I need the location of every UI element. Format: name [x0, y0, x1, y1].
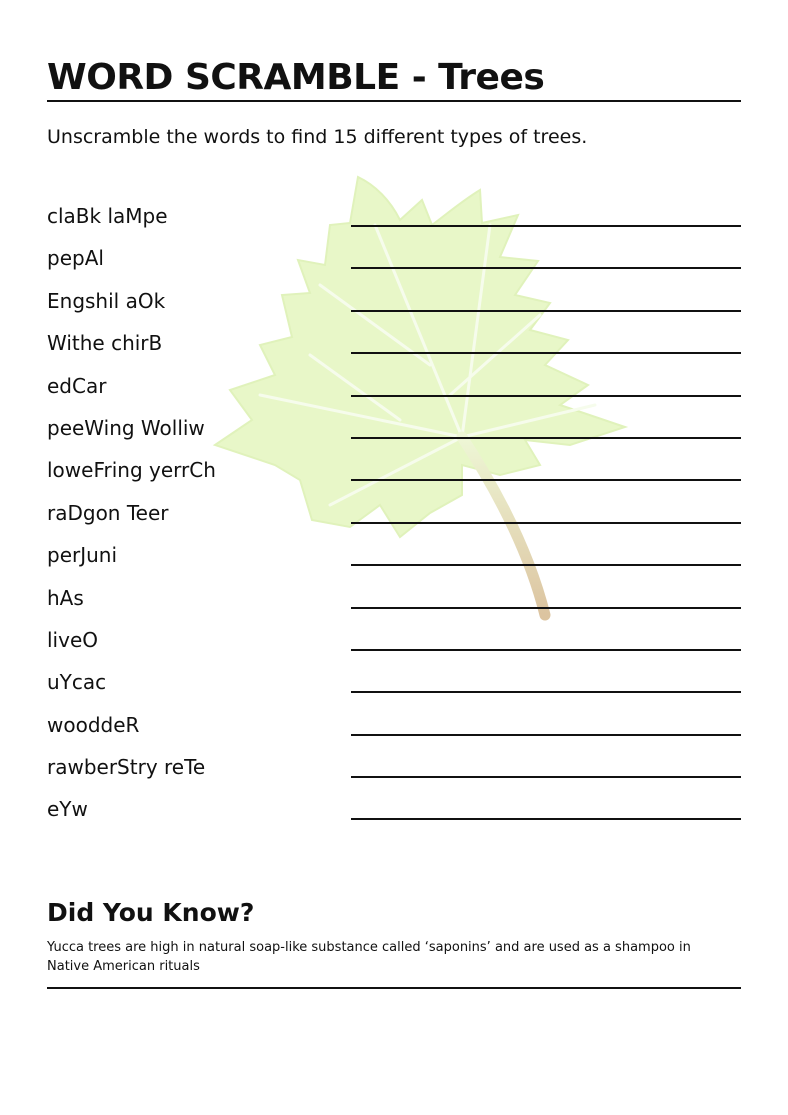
answer-input-14[interactable]	[351, 776, 741, 778]
answer-input-5[interactable]	[351, 395, 741, 397]
did-you-know-heading: Did You Know?	[47, 898, 255, 927]
answer-input-13[interactable]	[351, 734, 741, 736]
scrambled-word: rawberStry reTe	[47, 755, 206, 780]
scrambled-word: eYw	[47, 797, 88, 822]
word-row-6	[47, 412, 741, 454]
instructions-text: Unscramble the words to find 15 different types of trees.	[47, 126, 588, 148]
answer-input-6[interactable]	[351, 437, 741, 439]
answer-input-4[interactable]	[351, 352, 741, 354]
answer-input-11[interactable]	[351, 649, 741, 651]
scrambled-word: edCar	[47, 373, 107, 398]
word-row-10	[47, 582, 741, 624]
word-row-12	[47, 666, 741, 708]
word-row-8	[47, 497, 741, 539]
scrambled-word: peeWing Wolliw	[47, 415, 205, 440]
scrambled-word: perJuni	[47, 543, 118, 568]
word-row-9	[47, 539, 741, 581]
scrambled-word: hAs	[47, 585, 84, 610]
scrambled-word: pepAl	[47, 246, 104, 271]
word-row-5	[47, 370, 741, 412]
word-row-1	[47, 200, 741, 242]
answer-input-9[interactable]	[351, 564, 741, 566]
word-row-14	[47, 751, 741, 793]
scrambled-word: raDgon Teer	[47, 500, 169, 525]
answer-input-15[interactable]	[351, 818, 741, 820]
word-row-2	[47, 242, 741, 284]
answer-input-12[interactable]	[351, 691, 741, 693]
answer-input-7[interactable]	[351, 479, 741, 481]
scrambled-word: Withe chirB	[47, 331, 163, 356]
word-row-4	[47, 327, 741, 369]
word-row-13	[47, 709, 741, 751]
answer-input-3[interactable]	[351, 310, 741, 312]
page-title: WORD SCRAMBLE - Trees	[47, 57, 545, 98]
did-you-know-text: Yucca trees are high in natural soap-like substance called ‘saponins’ and are used as a shampoo in Native American rituals	[47, 940, 691, 974]
word-row-11	[47, 624, 741, 666]
scrambled-word-list	[47, 200, 741, 836]
scrambled-word: wooddeR	[47, 712, 140, 737]
did-you-know-divider	[47, 987, 741, 989]
word-row-3	[47, 285, 741, 327]
answer-input-1[interactable]	[351, 225, 741, 227]
word-row-15	[47, 793, 741, 835]
title-divider	[47, 100, 741, 102]
scrambled-word: loweFring yerrCh	[47, 458, 216, 483]
answer-input-10[interactable]	[351, 607, 741, 609]
scrambled-word: claBk laMpe	[47, 204, 168, 228]
scrambled-word: uYcac	[47, 670, 107, 695]
word-row-7	[47, 454, 741, 496]
scrambled-word: liveO	[47, 627, 98, 652]
answer-input-8[interactable]	[351, 522, 741, 524]
scrambled-word: Engshil aOk	[47, 288, 166, 313]
answer-input-2[interactable]	[351, 267, 741, 269]
